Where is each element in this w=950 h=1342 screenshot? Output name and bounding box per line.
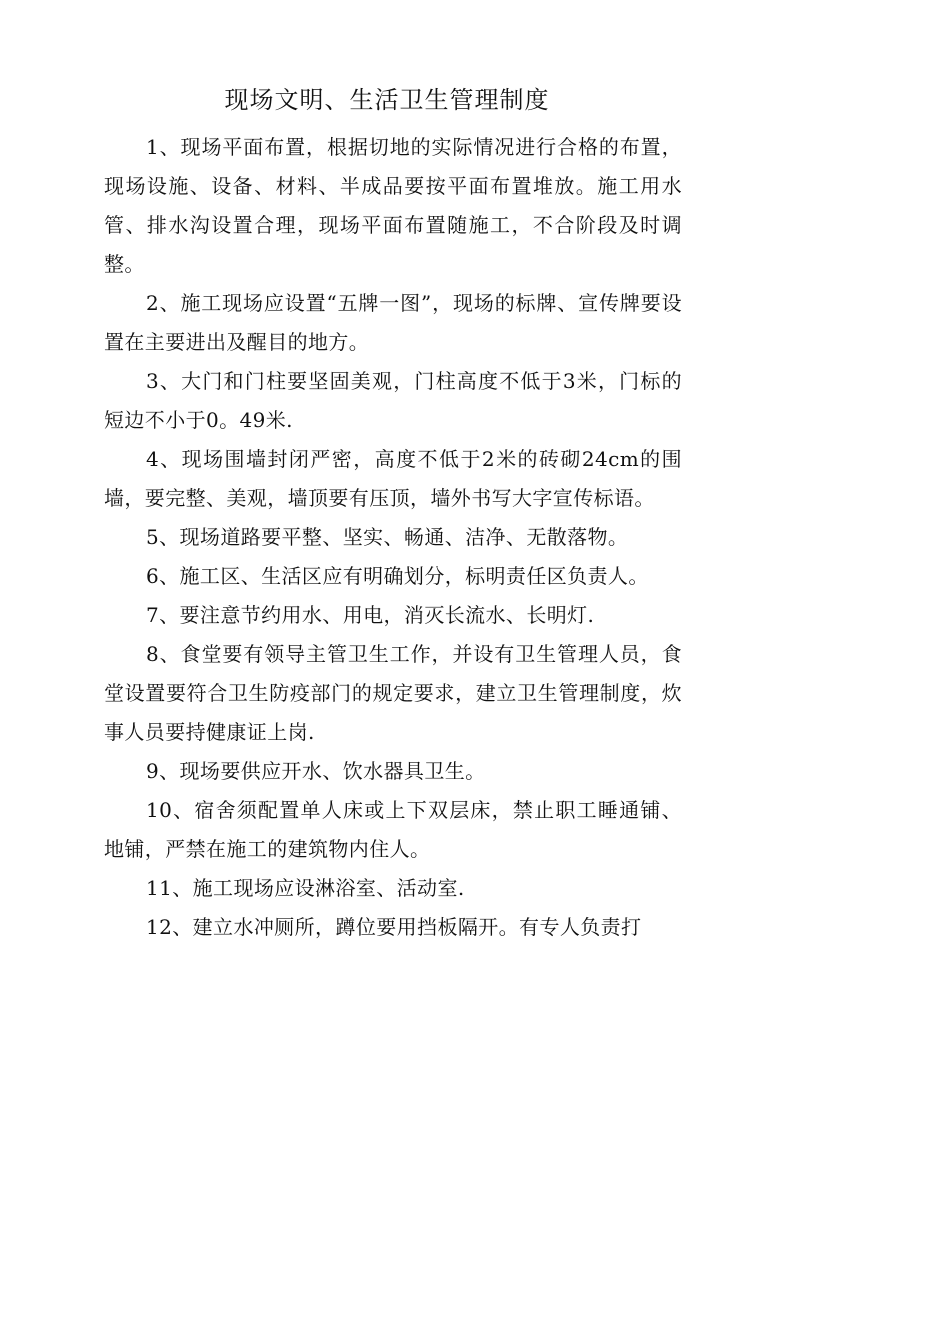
paragraph-10: 10、宿舍须配置单人床或上下双层床，禁止职工睡通铺、地铺，严禁在施工的建筑物内住人。 xyxy=(104,798,682,861)
paragraph-11: 11、施工现场应设淋浴室、活动室. xyxy=(146,876,465,900)
paragraph-12: 12、建立水冲厕所，蹲位要用挡板隔开。有专人负责打 xyxy=(146,915,642,939)
document-body xyxy=(104,128,682,947)
paragraph-5: 5、现场道路要平整、坚实、畅通、洁净、无散落物。 xyxy=(146,525,629,549)
paragraph-4: 4、现场围墙封闭严密，高度不低于2米的砖砌24cm的围墙，要完整、美观，墙顶要有压顶，墙外书写大字宣传标语。 xyxy=(104,447,682,510)
document-title-text: 现场文明、生活卫生管理制度 xyxy=(224,86,550,114)
paragraph-1: 1、现场平面布置，根据切地的实际情况进行合格的布置，现场设施、设备、材料、半成品要按平面布置堆放。施工用水管、排水沟设置合理，现场平面布置随施工，不合阶段及时调整。 xyxy=(104,135,682,276)
paragraph-7: 7、要注意节约用水、用电，消灭长流水、长明灯. xyxy=(146,603,595,627)
paragraph-9: 9、现场要供应开水、饮水器具卫生。 xyxy=(146,759,486,783)
paragraph-6: 6、施工区、生活区应有明确划分，标明责任区负责人。 xyxy=(146,564,649,588)
paragraph-2: 2、施工现场应设置“五牌一图”，现场的标牌、宣传牌要设置在主要进出及醒目的地方。 xyxy=(104,291,682,354)
paragraph-3: 3、大门和门柱要坚固美观，门柱高度不低于3米，门标的短边不小于0。49米. xyxy=(104,369,682,432)
document-title xyxy=(104,80,682,120)
paragraph-8: 8、食堂要有领导主管卫生工作，并设有卫生管理人员，食堂设置要符合卫生防疫部门的规定要求，建立卫生管理制度，炊事人员要持健康证上岗. xyxy=(104,642,682,744)
